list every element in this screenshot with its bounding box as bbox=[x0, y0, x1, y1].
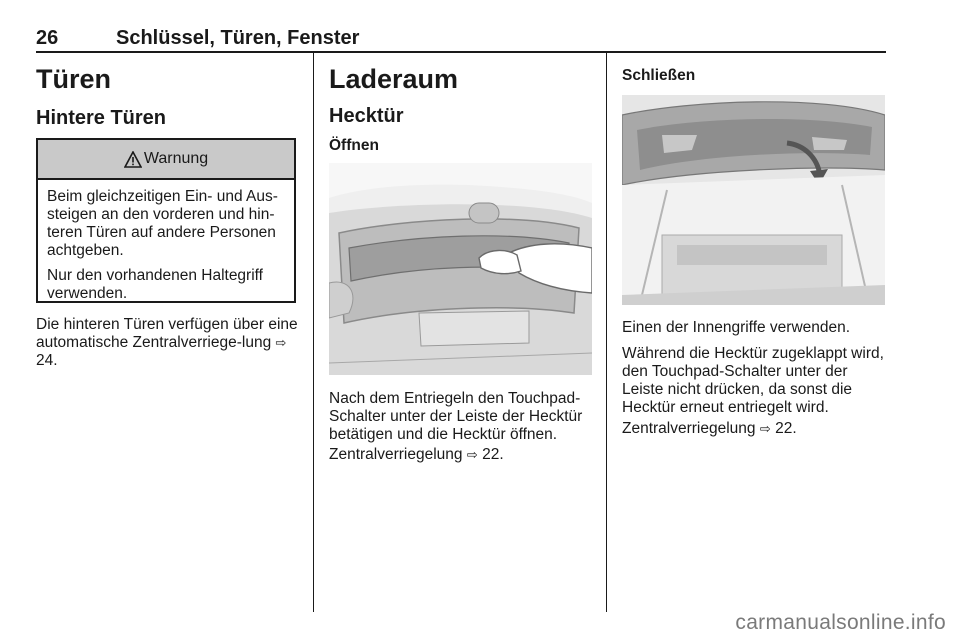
page-reference-link[interactable]: 22. bbox=[482, 446, 504, 463]
arrow-right-icon: ⇨ bbox=[275, 335, 287, 350]
header-rule bbox=[36, 51, 886, 53]
watermark[interactable]: carmanualsonline.info bbox=[735, 611, 946, 634]
warning-paragraph: Beim gleichzeitigen Ein- und Aus-steigen an den vorderen und hin-teren Türen auf andere Personen achtgeben. bbox=[47, 188, 278, 259]
paragraph: Während die Hecktür zugeklappt wird, den Touchpad-Schalter unter der Leiste nicht drücken, da sonst die Hecktür erneut entriegelt wird. bbox=[622, 345, 884, 416]
paragraph bbox=[36, 316, 298, 370]
paragraph bbox=[622, 420, 892, 438]
column-divider-left bbox=[313, 52, 314, 612]
paragraph: Nach dem Entriegeln den Touchpad-Schalter unter der Leiste der Hecktür betätigen und die Hecktür öffnen. bbox=[329, 390, 583, 443]
warning-box bbox=[36, 138, 296, 303]
paragraph-heading: Öffnen bbox=[329, 137, 379, 154]
section-heading: Laderaum bbox=[329, 64, 459, 94]
column-divider-right bbox=[606, 52, 607, 612]
section-heading: Türen bbox=[36, 64, 112, 94]
running-title: Schlüssel, Türen, Fenster bbox=[116, 27, 360, 49]
tailgate-closing-illustration bbox=[622, 95, 885, 305]
paragraph: Einen der Innengriffe verwenden. bbox=[622, 319, 851, 336]
subsection-heading: Hecktür bbox=[329, 105, 404, 127]
paragraph bbox=[329, 446, 595, 464]
page-reference-link[interactable]: 24. bbox=[36, 352, 58, 369]
warning-triangle-icon bbox=[124, 151, 142, 168]
warning-body bbox=[38, 180, 294, 303]
tailgate-opening-illustration bbox=[329, 163, 592, 375]
page-number: 26 bbox=[36, 27, 59, 49]
subsection-heading: Hintere Türen bbox=[36, 107, 167, 129]
warning-header bbox=[38, 140, 294, 180]
paragraph-text: Die hinteren Türen verfügen über eine automatische Zentralverriege-lung bbox=[36, 316, 298, 351]
warning-paragraph: Nur den vorhandenen Haltegriff verwenden. bbox=[47, 267, 263, 302]
page-reference-link[interactable]: 22. bbox=[775, 420, 797, 437]
paragraph-heading: Schließen bbox=[622, 67, 696, 84]
warning-title: Warnung bbox=[143, 150, 209, 167]
reference-label: Zentralverriegelung bbox=[329, 446, 463, 463]
arrow-right-icon: ⇨ bbox=[466, 447, 478, 462]
reference-label: Zentralverriegelung bbox=[622, 420, 756, 437]
arrow-right-icon: ⇨ bbox=[759, 421, 771, 436]
